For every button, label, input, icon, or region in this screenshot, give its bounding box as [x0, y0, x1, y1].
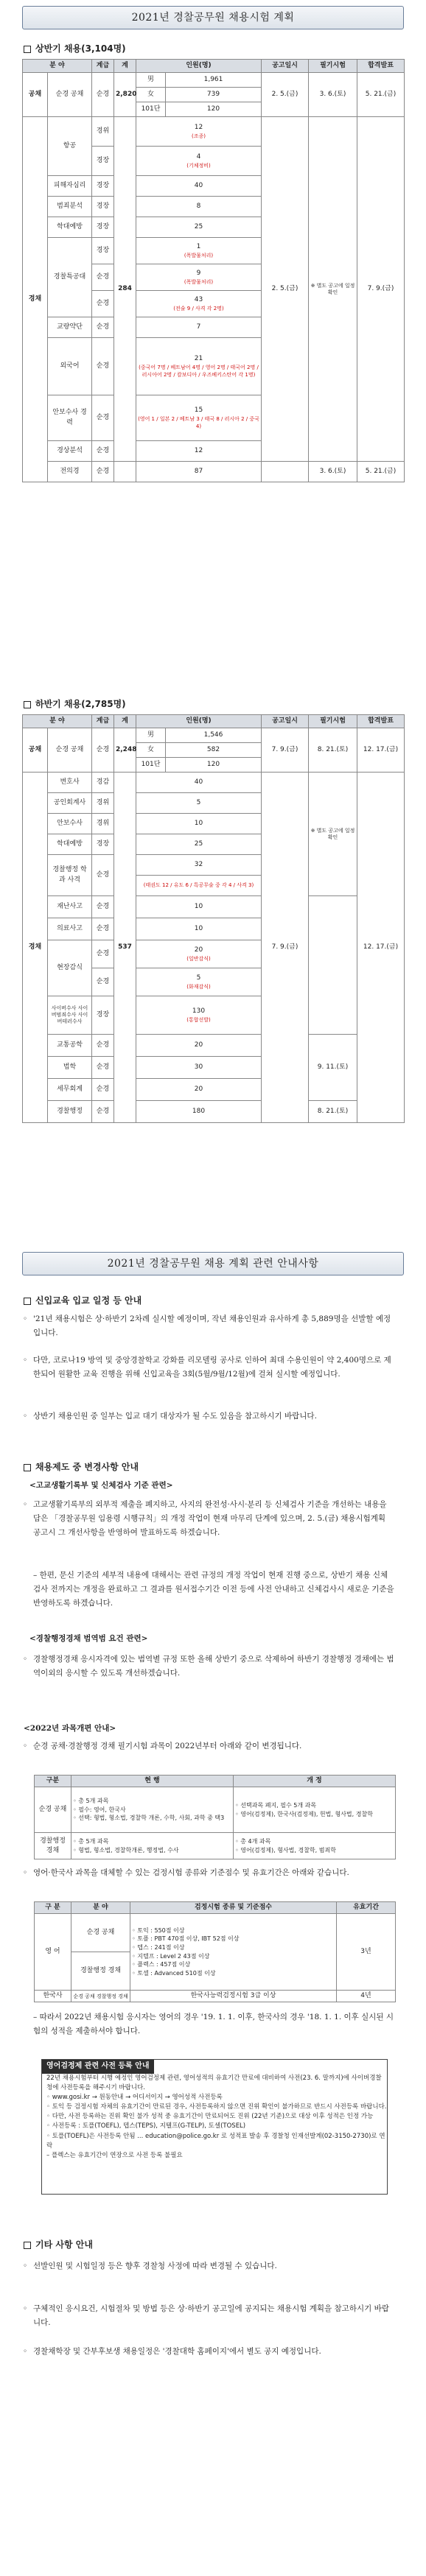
- open-recruit-label: 공채: [23, 728, 48, 773]
- table-row-rank: 경장: [92, 238, 114, 264]
- paragraph-text: 경찰행정경채 응시자격에 있는 범역별 규정 또한 올해 상반기 중으로 삭제하여 하반기 경찰행정 경채에는 범역이외의 응시할 수 있도록 개선하겠습니다.: [33, 1655, 394, 1678]
- table-row-count: 20: [136, 1079, 262, 1101]
- circle-bullet-icon: ◦: [23, 2347, 28, 2356]
- square-bullet-icon: [24, 701, 31, 708]
- table-row-current: ◦ 총 5개 과목 ◦ 필수: 영어, 한국사 ◦ 선택: 형법, 형소법, 경찰학 개론, 수학, 사회, 과학 중 택3: [71, 1787, 234, 1833]
- table-row-type: 경찰행정 경채: [35, 1833, 71, 1859]
- col-header-rank: 계급: [92, 715, 114, 728]
- paragraph-text: – 따라서 2022년 채용시험 응시자는 영어의 경우 '19. 1. 1. 이후, 한국사의 경우 '18. 1. 1. 이후 실시된 시험의 성적을 제출하셔야 합니다.: [33, 2013, 394, 2035]
- table-row-field: 경상분석: [48, 441, 92, 462]
- col-header: 구분: [35, 1776, 71, 1787]
- table-row-field: 안보수사 경력: [48, 395, 92, 441]
- circle-bullet-icon: ◦: [23, 2304, 28, 2313]
- table-row-field: 피해자심리: [48, 176, 92, 197]
- table-row-rank: 순경: [92, 1101, 114, 1123]
- col-header: 유효기간: [337, 1902, 396, 1914]
- paragraph: [23, 1410, 394, 1424]
- table-row-rank: 순경: [92, 1079, 114, 1101]
- exam-date: 3. 6.(토): [309, 73, 357, 117]
- table-row-field: 경찰행정 경채: [71, 1952, 130, 1991]
- guide-title-banner: [22, 1252, 404, 1275]
- table-row-rank: 순경: [92, 968, 114, 996]
- col-header-exam: 필기시험: [309, 60, 357, 73]
- table-row-rank: 경감: [92, 773, 114, 793]
- table-row-rank: 경장: [92, 996, 114, 1035]
- table-row-field: 공인회계사: [48, 793, 92, 814]
- paragraph: [23, 2259, 394, 2273]
- table-row-rank: 경장: [92, 834, 114, 855]
- col-header-count: 인원(명): [136, 60, 262, 73]
- paragraph-text: '21년 채용시험은 상·하반기 2차례 실시할 예정이며, 작년 채용인원과 유사하게 총 5,889명을 선발할 예정입니다.: [33, 1315, 391, 1337]
- paragraph: [23, 2302, 394, 2330]
- corps-label: 101단: [136, 102, 166, 117]
- circle-bullet-icon: ◦: [23, 1500, 28, 1509]
- col-header-field: 분 야: [23, 715, 92, 728]
- career-exam-blank: [309, 896, 357, 1035]
- table-row-count: [136, 996, 262, 1035]
- men-label: 男: [136, 728, 166, 743]
- square-bullet-icon: [24, 46, 31, 53]
- paragraph-text: 영어·한국사 과목을 대체할 수 있는 검정시험 종류와 기준점수 및 유효기간은 아래와 같습니다.: [33, 1868, 349, 1877]
- count-value: 4: [196, 152, 201, 161]
- count-note: (조종): [192, 133, 206, 139]
- col-header-exam: 필기시험: [309, 715, 357, 728]
- announce-date: 2. 5.(금): [262, 73, 309, 117]
- table-row-count: 10: [136, 814, 262, 834]
- table-row-count: [136, 338, 262, 395]
- first-half-heading: [24, 43, 126, 55]
- box-line: ◦ 다만, 사전 등록하는 진위 확인 불가 성적 중 유효기간이 만료되어도 진위 (22년 기준)으로 대상 이후 성적은 인정 가능: [46, 2113, 374, 2121]
- table-row-count: [136, 238, 262, 264]
- table-row-revised: ◦ 선택과목 폐지, 필수 5개 과목 ◦ 영어(검정제), 한국사(검정제), 헌법, 형사법, 경찰학: [234, 1787, 396, 1833]
- second-half-heading: [24, 698, 126, 711]
- table-row-field: 의료사고: [48, 918, 92, 940]
- table-row-rank: 순경: [92, 918, 114, 940]
- career-announce-date: 2. 5.(금): [262, 117, 309, 462]
- section-heading-4: [24, 2239, 93, 2251]
- career-exam-date-3: 8. 21.(토): [309, 1101, 357, 1123]
- section-heading-text: 기타 사항 안내: [35, 2239, 93, 2250]
- sub-heading: <고교생활기록부 및 신체검사 기준 관련>: [29, 1481, 173, 1490]
- circle-bullet-icon: ◦: [23, 1655, 28, 1664]
- table-row-rank: 순경: [92, 855, 114, 896]
- count-note: (화재감식): [186, 983, 211, 990]
- table-row-rank: 순경: [92, 441, 114, 462]
- col-header-rank: 계급: [92, 60, 114, 73]
- table-row-count: [136, 117, 262, 147]
- career-recruit-label: 경채: [23, 117, 48, 482]
- paragraph: [23, 1866, 394, 1880]
- section-heading-2: [24, 1461, 139, 1474]
- col-header: 분 야: [71, 1902, 130, 1914]
- table-row-field: 법학: [48, 1057, 92, 1079]
- table-row-field: 학대예방: [48, 834, 92, 855]
- career-exam-note: ※ 별도 공고에 일정확인: [309, 773, 357, 896]
- table-row-revised: ◦ 총 4개 과목 ◦ 영어(검정제), 형사법, 경찰학, 범죄학: [234, 1833, 396, 1859]
- result-date: 12. 17.(금): [357, 728, 405, 773]
- table-row-rank: 순경: [92, 940, 114, 968]
- table-row-rank: 경장: [92, 217, 114, 238]
- sub-heading: <2022년 과목개편 안내>: [24, 1724, 116, 1733]
- count-value: 20: [194, 946, 203, 954]
- plan-title: 2021년 경찰공무원 채용시험 계획: [131, 11, 295, 24]
- col-header-result: 합격발표: [357, 60, 405, 73]
- table-row-criteria: 한국사능력검정시험 3급 이상: [130, 1991, 337, 2002]
- second-half-table: [22, 714, 404, 1123]
- table-row-rank: 경장: [92, 147, 114, 176]
- count-note: (중국어 7명 / 베트남어 4명 / 영어 2명 / 태국어 2명 / 러시아어 2명 / 캄보디아 / 우즈베키스탄어 각 1명): [139, 364, 259, 379]
- box-line: 22년 채용시험부터 시행 예정인 영어검정제 관련, 영어성적의 유효기간 만료에 대비하여 사전(23. 6. 말까지)에 사이버경찰청에 사전등록을 해주시기 바랍니다.: [46, 2074, 382, 2091]
- count-note: (폭발물처리): [184, 252, 214, 258]
- table-row-field: 변호사: [48, 773, 92, 793]
- open-recruit-field: 순경 공채: [48, 73, 92, 117]
- table-row-field: 경찰특공대: [48, 238, 92, 317]
- table-row-count: [136, 291, 262, 317]
- table-row-count: 25: [136, 834, 262, 855]
- table-row-rank: 순경: [92, 264, 114, 291]
- open-recruit-label: 공채: [23, 73, 48, 117]
- open-recruit-total: 2,248: [114, 728, 136, 773]
- table-row-count: 30: [136, 1057, 262, 1079]
- table-row-rank: 순경: [92, 1035, 114, 1057]
- table-row-count: 8: [136, 197, 262, 217]
- table-row-rank: 경장: [92, 197, 114, 217]
- last-exam-date: 3. 6.(토): [309, 462, 357, 482]
- career-exam-note: ※ 별도 공고에 일정확인: [309, 117, 357, 462]
- table-row-count: [136, 968, 262, 996]
- count-value: 9: [196, 269, 201, 277]
- men-count: 1,546: [166, 728, 262, 743]
- section-heading-text: 신입교육 입교 일정 등 안내: [35, 1295, 142, 1306]
- table-row-current: ◦ 총 5개 과목 ◦ 형법, 형소법, 경찰학개론, 행정법, 수사: [71, 1833, 234, 1859]
- career-exam-date-2: 9. 11.(토): [309, 1035, 357, 1101]
- col-header-field: 분 야: [23, 60, 92, 73]
- box-header: 영어검정제 관련 사전 등록 안내: [42, 2060, 154, 2074]
- table-row-valid: 4년: [337, 1991, 396, 2002]
- count-note: (전술 9 / 사격 각 2명): [173, 305, 224, 312]
- table-row-field: 순경 공채 경찰행정 경채: [71, 1991, 130, 2002]
- count-value: 130: [192, 1007, 206, 1015]
- paragraph: [23, 1498, 394, 1540]
- table-row-type: 영 어: [35, 1914, 71, 1991]
- col-header: 구 분: [35, 1902, 71, 1914]
- box-line: ◦ 토익 등 검정시험 자체의 유효기간이 만료된 경우, 사전등록하지 않으면 진위 확인이 불가하므로 반드시 사전등록 바랍니다.: [46, 2103, 387, 2111]
- col-header-result: 합격발표: [357, 715, 405, 728]
- first-half-table: [22, 59, 404, 482]
- table-row-count: [136, 147, 262, 176]
- paragraph: [33, 2010, 394, 2038]
- table-row-field: 범죄분석: [48, 197, 92, 217]
- table-row-field: 학대예방: [48, 217, 92, 238]
- paragraph-text: – 한편, 문신 기준의 세부적 내용에 대해서는 관련 규정의 개정 작업이 현재 진행 중으로, 상반기 채용 신체검사 전까지는 개정을 완료하고 그 결과를 원서접수기간 이전 등에 사전 안내하고 신체검사시 새로운 기준을 반영하도록 하겠습니다.: [33, 1571, 394, 1608]
- count-note: (기체정비): [186, 162, 211, 169]
- paragraph-text: 다만, 코로나19 방역 및 중앙경찰학교 강화를 리모델링 공사로 인하여 최대 수용인원이 약 2,400명으로 제한되어 원활한 교육 진행을 위해 신입교육을 3회(5월/9월/12월)에 걸쳐 실시할 예정입니다.: [33, 1356, 391, 1379]
- box-line: ◦ www.gosi.kr → 원동안내 → 어디서이지 → 영어성적 사전등록: [46, 2093, 223, 2101]
- table-row-rank: 경위: [92, 117, 114, 147]
- table-row-count: 10: [136, 896, 262, 918]
- table-row-rank: 경위: [92, 814, 114, 834]
- table-row-count: 40: [136, 176, 262, 197]
- men-label: 男: [136, 73, 166, 88]
- count-value: 12: [194, 123, 203, 131]
- circle-bullet-icon: ◦: [23, 1412, 28, 1421]
- first-half-heading-text: 상반기 채용(3,104명): [35, 43, 126, 54]
- table-row-field: 교통공학: [48, 1035, 92, 1057]
- table-row-valid: 3년: [337, 1914, 396, 1991]
- col-header: 현 행: [71, 1776, 234, 1787]
- box-line: ◦ 사전등록 : 토플(TOEFL), 텝스(TEPS), 지텔프(G-TELP), 토셀(TOSEL): [46, 2122, 246, 2130]
- col-header-announce: 공고일시: [262, 60, 309, 73]
- table-row-field: 항공: [48, 117, 92, 176]
- count-note: (영어 1 / 일본 2 / 베트남 3 / 태국 8 / 러시아 2 / 중국 4): [138, 415, 259, 430]
- table-row-field: 현장감식: [48, 940, 92, 996]
- table-row-rank: 경장: [92, 176, 114, 197]
- paragraph: [23, 1653, 394, 1681]
- table-row-rank: 순경: [92, 896, 114, 918]
- table-row-count: 87: [136, 462, 262, 482]
- paragraph: [23, 1739, 394, 1753]
- circle-bullet-icon: ◦: [23, 1315, 28, 1323]
- table-row-count: 32: [136, 855, 262, 876]
- table-row-count: 7: [136, 317, 262, 338]
- open-recruit-total: 2,820: [114, 73, 136, 117]
- corps-count: 120: [166, 758, 262, 773]
- sub-heading: <경찰행정경채 범역범 요건 관련>: [29, 1634, 148, 1643]
- career-recruit-total: 284: [114, 117, 136, 462]
- paragraph-text: 경찰채학장 및 간부후보생 채용일정은 '경찰대학 홈페이지'에서 별도 공지 예정입니다.: [33, 2347, 321, 2356]
- women-label: 女: [136, 743, 166, 758]
- table-row-rank: 순경: [92, 338, 114, 395]
- paragraph: [23, 1354, 394, 1382]
- table-row-count: [136, 940, 262, 968]
- paragraph: [23, 2345, 394, 2359]
- col-header-announce: 공고일시: [262, 715, 309, 728]
- col-header: 검정시험 종류 및 기준점수: [130, 1902, 337, 1914]
- open-recruit-rank: 순경: [92, 728, 114, 773]
- table-row-count: 10: [136, 918, 262, 940]
- section-heading-1: [24, 1295, 142, 1307]
- second-half-heading-text: 하반기 채용(2,785명): [35, 699, 126, 709]
- count-note: (일반감식): [186, 955, 211, 962]
- corps-label: 101단: [136, 758, 166, 773]
- career-recruit-label: 경채: [23, 773, 48, 1123]
- paragraph-text: 상반기 채용인원 중 일부는 입교 대기 대상자가 될 수도 있음을 참고하시기 바랍니다.: [33, 1412, 317, 1421]
- table-row-field: 순경 공채: [71, 1914, 130, 1952]
- result-date: 5. 21.(금): [357, 73, 405, 117]
- square-bullet-icon: [24, 1298, 31, 1305]
- circle-bullet-icon: ◦: [23, 1742, 28, 1750]
- english-prereg-box: [41, 2059, 388, 2195]
- announce-date: 7. 9.(금): [262, 728, 309, 773]
- corps-count: 120: [166, 102, 262, 117]
- table-row-field: 안보수사: [48, 814, 92, 834]
- women-count: 739: [166, 88, 262, 102]
- table-row-rank: 순경: [92, 462, 114, 482]
- women-count: 582: [166, 743, 262, 758]
- table-row-criteria: ◦ 토익 : 550점 이상 ◦ 토플 : PBT 470점 이상, IBT 52점 이상 ◦ 텝스 : 241점 이상 ◦ 지텔프 : Level 2 43점 이상 ◦ 플렉스 : 457점 이상 ◦ 토셀 : Advanced 510점 이상: [130, 1914, 337, 1991]
- paragraph: [23, 1312, 394, 1340]
- career-recruit-total: 537: [114, 773, 136, 1123]
- open-recruit-field: 순경 공채: [48, 728, 92, 773]
- career-result-date: 12. 17.(금): [357, 773, 405, 1123]
- count-value: 15: [194, 406, 203, 414]
- cert-score-table: [34, 1901, 395, 2002]
- square-bullet-icon: [24, 2242, 31, 2249]
- table-row-field: 세무회계: [48, 1079, 92, 1101]
- paragraph-text: 고교생활기록부의 외부적 제출을 폐지하고, 사지의 완전성·사시·분리 등 신체검사 기준을 개선하는 내용을 담은 「경찰공무원 임용령 시행규칙」의 개정 작업이 현재 마무리 단계에 있으며, 2. 5.(금) 채용시험계획 공고시 그 개선사항을 반영하여 발표하도록 하겠습니다.: [33, 1500, 387, 1537]
- exam-date: 8. 21.(토): [309, 728, 357, 773]
- box-line: ◦ 토플(TOEFL)은 사전등록 안됨 ... education@police.go.kr 로 성적표 발송 후 경찰청 인재선발계(02-3150-2730)로 연락: [46, 2132, 385, 2150]
- col-header: 개 정: [234, 1776, 396, 1787]
- table-row-field: 교량약단: [48, 317, 92, 338]
- count-value: 5: [196, 974, 201, 982]
- count-note: (폭발물처리): [184, 278, 214, 285]
- count-value: 1: [196, 242, 201, 250]
- table-row-field: 경찰행정: [48, 1101, 92, 1123]
- table-row-field: 사이버수사 사이버범죄수사 사이버테러수사: [48, 996, 92, 1035]
- table-row-field: 전의경: [48, 462, 92, 482]
- table-row-rank: 순경: [92, 395, 114, 441]
- count-note: (통합선발): [186, 1016, 211, 1023]
- table-row-count: 40: [136, 773, 262, 793]
- table-row-rank: 경위: [92, 793, 114, 814]
- circle-bullet-icon: ◦: [23, 1356, 28, 1365]
- men-count: 1,961: [166, 73, 262, 88]
- career-announce-date: 7. 9.(금): [262, 773, 309, 1123]
- table-row-count: 12: [136, 441, 262, 462]
- paragraph-text: 구체적인 응시요건, 시험절차 및 방법 등은 상·하반기 공고일에 공지되는 채용시험 계획을 참고하시기 바랍니다.: [33, 2304, 389, 2327]
- section-heading-text: 채용제도 중 변경사항 안내: [35, 1462, 139, 1472]
- plan-title-banner: [22, 6, 404, 29]
- table-row-type: 순경 공채: [35, 1787, 71, 1833]
- box-line: – 플렉스는 유효기간이 연장으로 사전 등록 불필요: [46, 2151, 183, 2159]
- col-header-total: 계: [114, 60, 136, 73]
- table-row-count: 180: [136, 1101, 262, 1123]
- table-row-count: 20: [136, 1035, 262, 1057]
- table-row-field: 외국어: [48, 338, 92, 395]
- table-row-rank: 순경: [92, 317, 114, 338]
- table-row-count: 25: [136, 217, 262, 238]
- women-label: 女: [136, 88, 166, 102]
- table-row-field: 재난사고: [48, 896, 92, 918]
- circle-bullet-icon: ◦: [23, 1868, 28, 1877]
- col-header-count: 인원(명): [136, 715, 262, 728]
- paragraph-text: 선발인원 및 시험일정 등은 향후 경찰청 사정에 따라 변경될 수 있습니다.: [33, 2262, 277, 2270]
- table-row-rank: 순경: [92, 1057, 114, 1079]
- guide-title: 2021년 경찰공무원 채용 계획 관련 안내사항: [107, 1257, 319, 1270]
- last-result-date: 5. 21.(금): [357, 462, 405, 482]
- table-row-type: 한국사: [35, 1991, 71, 2002]
- table-row-count: 5: [136, 793, 262, 814]
- table-row-count: [136, 395, 262, 441]
- paragraph: [33, 1569, 394, 1611]
- table-row-count: [136, 264, 262, 291]
- subject-change-table: [34, 1775, 395, 1859]
- open-recruit-rank: 순경: [92, 73, 114, 117]
- table-row-count-note: (태권도 12 / 유도 6 / 특공무술 중 각 4 / 사격 3): [136, 876, 262, 896]
- career-result-date: 7. 9.(금): [357, 117, 405, 462]
- square-bullet-icon: [24, 1464, 31, 1471]
- table-row-field: 경찰행정 학과 사격: [48, 855, 92, 896]
- table-row-rank: 순경: [92, 291, 114, 317]
- circle-bullet-icon: ◦: [23, 2262, 28, 2270]
- count-value: 43: [194, 295, 203, 303]
- paragraph-text: 순경 공채·경찰행정 경채 필기시험 과목이 2022년부터 아래와 같이 변경됩니다.: [33, 1742, 302, 1750]
- col-header-total: 계: [114, 715, 136, 728]
- count-value: 21: [194, 354, 203, 362]
